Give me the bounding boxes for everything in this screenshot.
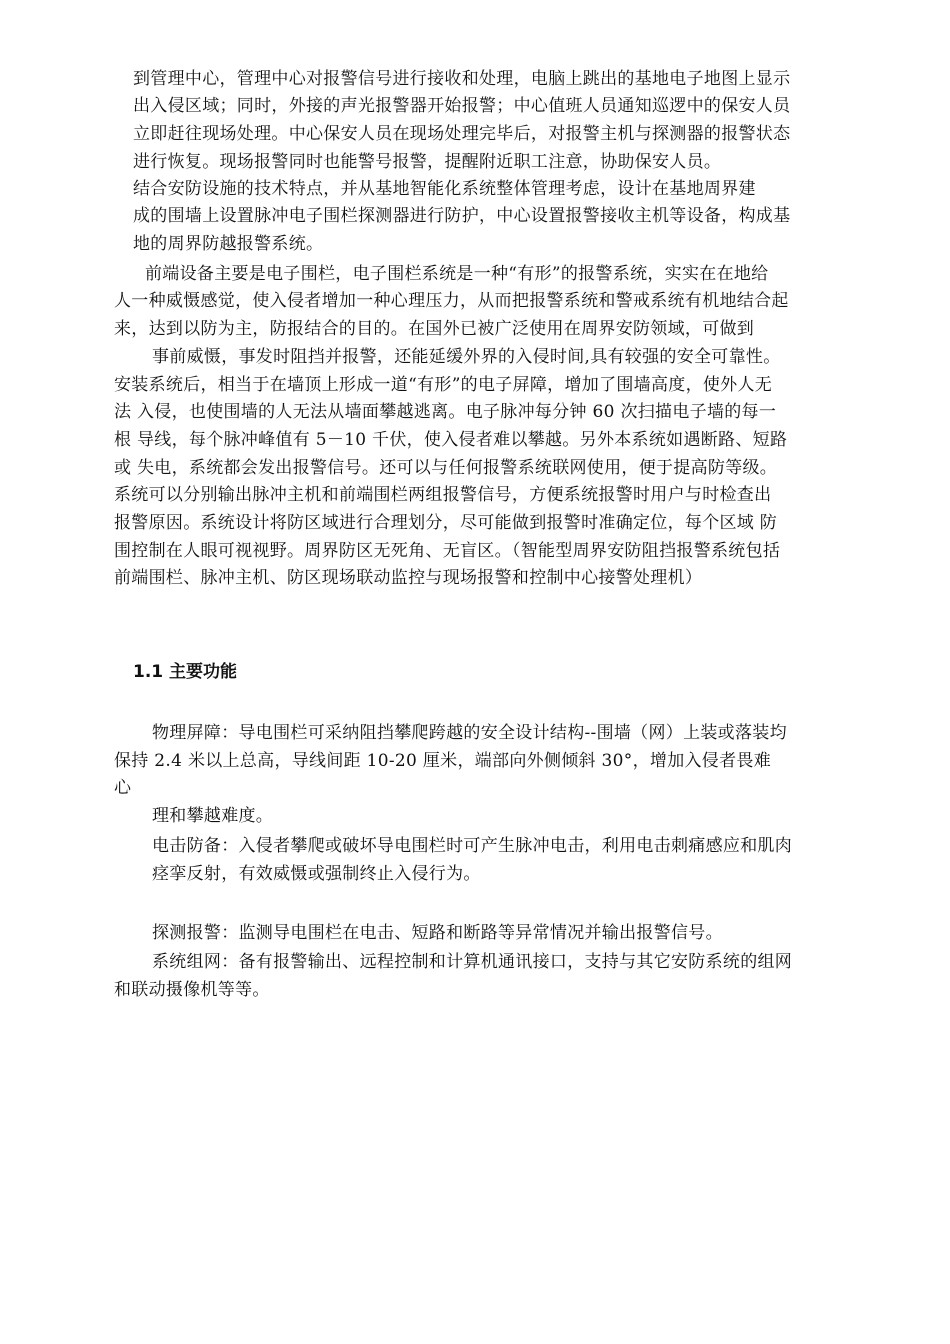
text-line: 电击防备：入侵者攀爬或破坏导电围栏时可产生脉冲电击，利用电击刺痛感应和肌肉: [152, 836, 793, 856]
text-line: 成的围墙上设置脉冲电子围栏探测器进行防护，中心设置报警接收主机等设备，构成基: [133, 206, 791, 226]
text-line: 地的周界防越报警系统。: [133, 234, 324, 254]
text-line: 安装系统后，相当于在墙顶上形成一道“有形”的电子屏障，增加了围墙高度，使外人无: [114, 375, 773, 395]
text-line: 理和攀越难度。: [152, 806, 274, 826]
text-line: 探测报警：监测导电围栏在电击、短路和断路等异常情况并输出报警信号。: [152, 923, 723, 943]
text-line: 人一种威慑感觉，使入侵者增加一种心理压力，从而把报警系统和警戒系统有机地结合起: [114, 291, 789, 311]
text-line: 或 失电，系统都会发出报警信号。还可以与任何报警系统联网使用，便于提高防等级。: [114, 458, 778, 478]
text-line: 围控制在人眼可视视野。周界防区无死角、无盲区。（智能型周界安防阻挡报警系统包括: [114, 541, 781, 561]
text-line: 物理屏障：导电围栏可采纳阻挡攀爬跨越的安全设计结构--围墙（网）上装或落装均: [152, 723, 787, 743]
text-line: 出入侵区域；同时，外接的声光报警器开始报警；中心值班人员通知巡逻中的保安人员: [133, 96, 791, 116]
text-line: 保持 2.4 米以上总高，导线间距 10-20 厘米，端部向外侧倾斜 30°，增加入侵者畏难: [114, 751, 771, 771]
text-line: 报警原因。系统设计将防区域进行合理划分，尽可能做到报警时准确定位，每个区域 防: [114, 513, 778, 533]
text-line: 立即赶往现场处理。中心保安人员在现场处理完毕后，对报警主机与探测器的报警状态: [133, 124, 791, 144]
text-line: 心: [114, 778, 132, 798]
text-line: 来，达到以防为主，防报结合的目的。在国外已被广泛使用在周界安防领域，可做到: [114, 319, 755, 339]
text-line: 系统可以分别输出脉冲主机和前端围栏两组报警信号，方便系统报警时用户与时检查出: [114, 485, 772, 505]
text-line: 和联动摄像机等等。: [114, 980, 270, 1000]
text-line: 进行恢复。现场报警同时也能警号报警，提醒附近职工注意，协助保安人员。: [133, 152, 722, 172]
text-line: 到管理中心，管理中心对报警信号进行接收和处理，电脑上跳出的基地电子地图上显示: [133, 69, 791, 89]
text-line: 前端围栏、脉冲主机、防区现场联动监控与现场报警和控制中心接警处理机）: [114, 568, 703, 588]
section-heading: 1.1 主要功能: [133, 662, 238, 682]
text-line: 根 导线，每个脉冲峰值有 5－10 千伏，使入侵者难以攀越。另外本系统如遇断路、短路: [114, 430, 788, 450]
text-line: 事前威慑，事发时阻挡并报警，还能延缓外界的入侵时间,具有较强的安全可靠性。: [152, 347, 781, 367]
text-line: 系统组网：备有报警输出、远程控制和计算机通讯接口，支持与其它安防系统的组网: [152, 952, 793, 972]
text-line: 痉挛反射，有效威慑或强制终止入侵行为。: [152, 864, 481, 884]
text-line: 法 入侵，也使围墙的人无法从墙面攀越逃离。电子脉冲每分钟 60 次扫描电子墙的每一: [114, 402, 777, 422]
text-line: 结合安防设施的技术特点，并从基地智能化系统整体管理考虑，设计在基地周界建: [133, 179, 756, 199]
text-line: 前端设备主要是电子围栏，电子围栏系统是一种“有形”的报警系统，实实在在地给: [145, 264, 769, 284]
